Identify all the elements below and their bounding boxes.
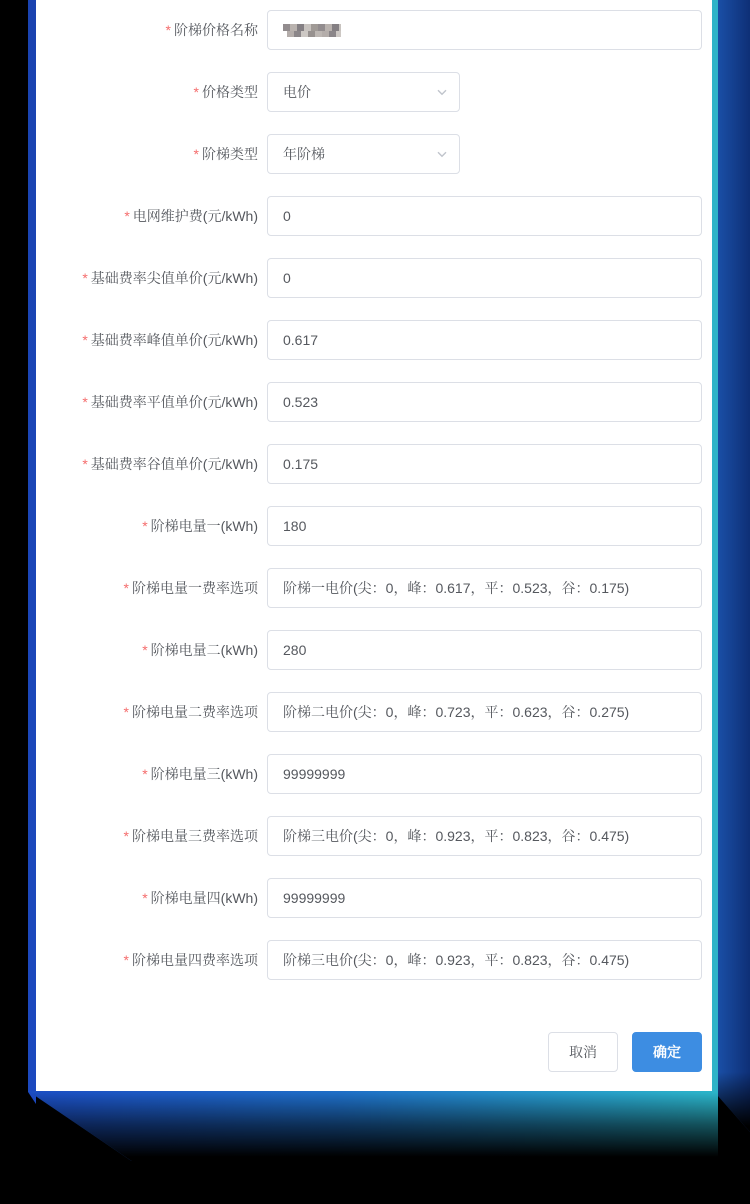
field-label-text: 基础费率尖值单价(元/kWh) [90,270,258,286]
required-asterisk: * [124,208,130,224]
required-asterisk: * [142,642,148,658]
required-asterisk: * [193,84,199,100]
right-cyan-stripe [712,0,718,1091]
field-label [36,878,267,918]
field-label [36,506,267,546]
required-asterisk: * [123,580,129,596]
field-label [36,320,267,360]
field-label [36,630,267,670]
required-asterisk: * [123,952,129,968]
field-label-text: 阶梯电量四(kWh) [150,890,258,906]
field-label-text: 阶梯电量二费率选项 [132,704,258,720]
select-value: 年阶梯 [283,146,325,162]
tiered-price-form-panel [36,0,712,1091]
field-label-text: 阶梯电量四费率选项 [132,952,258,968]
field-label [36,382,267,422]
base-rate-peak-price-input[interactable] [267,320,702,360]
form-row-price-type [36,72,712,112]
required-asterisk: * [142,766,148,782]
required-asterisk: * [193,146,199,162]
tier-energy-2-input[interactable] [267,630,702,670]
form-row-base-rate-flat [36,382,712,422]
tier-energy-3-rate-option-input[interactable] [267,816,702,856]
field-label [36,444,267,484]
form-row-base-rate-peak [36,320,712,360]
field-label-text: 阶梯电量一(kWh) [150,518,258,534]
redacted-value-mosaic [283,24,341,37]
required-asterisk: * [123,704,129,720]
tier-type-select[interactable] [267,134,460,174]
field-label [36,816,267,856]
select-value: 电价 [283,84,311,100]
field-label-text: 阶梯电量二(kWh) [150,642,258,658]
base-rate-sharp-price-input[interactable] [267,258,702,298]
cancel-button[interactable]: 取消 [548,1032,618,1072]
field-label-text: 价格类型 [202,84,258,100]
grid-maintenance-fee-input[interactable] [267,196,702,236]
field-label [36,196,267,236]
required-asterisk: * [142,518,148,534]
field-label [36,568,267,608]
price-type-select[interactable] [267,72,460,112]
field-label-text: 电网维护费(元/kWh) [132,208,258,224]
right-border-band [718,0,750,1132]
field-label-text: 阶梯价格名称 [174,22,258,38]
tier-energy-1-input[interactable] [267,506,702,546]
form-row-tier-energy-4 [36,878,712,918]
tier-energy-4-input[interactable] [267,878,702,918]
required-asterisk: * [123,828,129,844]
field-label [36,692,267,732]
field-label [36,940,267,980]
field-label-text: 基础费率峰值单价(元/kWh) [90,332,258,348]
required-asterisk: * [142,890,148,906]
form-row-tier-energy-3 [36,754,712,794]
form-footer [36,1032,712,1072]
form-row-tier-energy-3-rate [36,816,712,856]
form-row-tiered-price-name [36,10,712,50]
field-label [36,258,267,298]
field-label-text: 基础费率平值单价(元/kWh) [90,394,258,410]
required-asterisk: * [165,22,171,38]
tier-energy-3-input[interactable] [267,754,702,794]
form-row-base-rate-sharp [36,258,712,298]
tier-energy-1-rate-option-input[interactable] [267,568,702,608]
form-row-base-rate-valley [36,444,712,484]
form-row-tier-energy-1 [36,506,712,546]
chevron-down-icon [435,85,449,99]
form-row-tier-energy-2 [36,630,712,670]
left-border-stripe [28,0,36,1104]
field-label-text: 阶梯类型 [202,146,258,162]
chevron-down-icon [435,147,449,161]
form-row-tier-energy-1-rate [36,568,712,608]
tier-energy-4-rate-option-input[interactable] [267,940,702,980]
field-label-text: 阶梯电量三费率选项 [132,828,258,844]
field-label [36,72,267,112]
required-asterisk: * [82,456,88,472]
required-asterisk: * [82,332,88,348]
form-row-tier-energy-4-rate [36,940,712,980]
confirm-button[interactable]: 确定 [632,1032,702,1072]
required-asterisk: * [82,394,88,410]
form-row-tier-energy-2-rate [36,692,712,732]
base-rate-flat-price-input[interactable] [267,382,702,422]
field-label [36,134,267,174]
tier-energy-2-rate-option-input[interactable] [267,692,702,732]
field-label-text: 阶梯电量一费率选项 [132,580,258,596]
field-label-text: 阶梯电量三(kWh) [150,766,258,782]
field-label [36,754,267,794]
form-row-tier-type [36,134,712,174]
bottom-border-band [28,1091,718,1161]
required-asterisk: * [82,270,88,286]
form-row-grid-maintenance-fee [36,196,712,236]
field-label [36,10,267,50]
field-label-text: 基础费率谷值单价(元/kWh) [90,456,258,472]
base-rate-valley-price-input[interactable] [267,444,702,484]
